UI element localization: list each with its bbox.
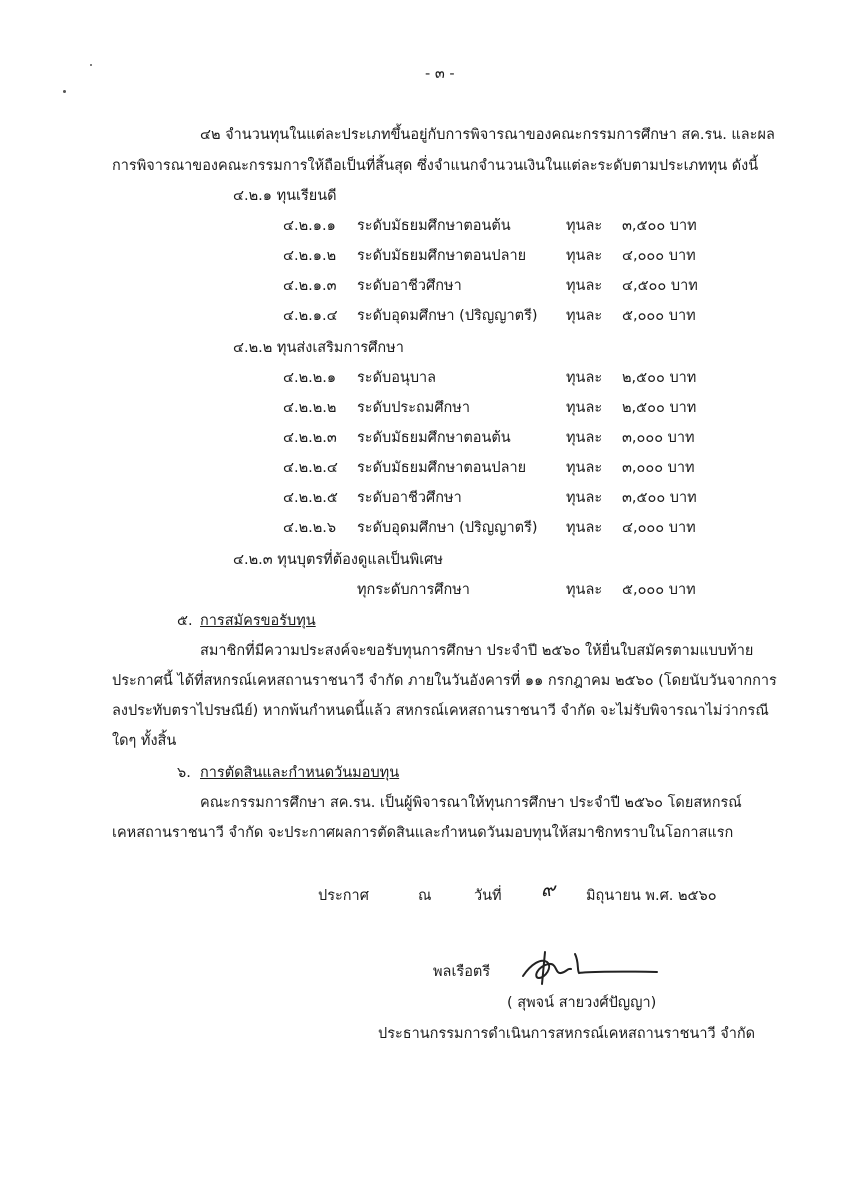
signatory-position: ประธานกรรมการดำเนินการสหกรณ์เคหสถานราชนาวี จำกัด bbox=[378, 1026, 756, 1042]
paragraph-line: เคหสถานราชนาวี จำกัด จะประกาศผลการตัดสินและกำหนดวันมอบทุนให้สมาชิกทราบในโอกาสแรก bbox=[112, 825, 734, 841]
section-number: ๕. bbox=[177, 613, 193, 629]
paragraph-line: สมาชิกที่มีความประสงค์จะขอรับทุนการศึกษา ประจำปี ๒๕๖๐ ให้ยื่นใบสมัครตามแบบท้าย bbox=[200, 643, 754, 659]
paragraph-line: ลงประทับตราไปรษณีย์) หากพ้นกำหนดนี้แล้ว สหกรณ์เคหสถานราชนาวี จำกัด จะไม่รับพิจารณาไม่ว่ากรณี bbox=[112, 703, 769, 719]
row-per: ทุนละ bbox=[566, 248, 603, 264]
row-level: ระดับอนุบาล bbox=[357, 370, 437, 386]
announce-label: ประกาศ bbox=[318, 888, 369, 904]
row-level: ทุกระดับการศึกษา bbox=[357, 582, 470, 598]
row-code: ๔.๒.๒.๕ bbox=[283, 490, 338, 506]
row-per: ทุนละ bbox=[566, 520, 603, 536]
page-number: - ๓ - bbox=[425, 66, 455, 82]
row-code: ๔.๒.๒.๑ bbox=[283, 370, 337, 386]
row-level: ระดับอุดมศึกษา (ปริญญาตรี) bbox=[357, 308, 538, 324]
intro-line-2: การพิจารณาของคณะกรรมการให้ถือเป็นที่สิ้นสุด ซึ่งจำแนกจำนวนเงินในแต่ละระดับตามประเภททุน ดังนี้ bbox=[112, 158, 759, 174]
row-level: ระดับอาชีวศึกษา bbox=[357, 490, 462, 506]
paragraph-line: ประกาศนี้ ได้ที่สหกรณ์เคหสถานราชนาวี จำกัด ภายในวันอังคารที่ ๑๑ กรกฎาคม ๒๕๖๐ (โดยนับวันจากการ bbox=[112, 673, 777, 689]
row-code: ๔.๒.๑.๓ bbox=[283, 278, 337, 294]
paragraph-line: คณะกรรมการศึกษา สค.รน. เป็นผู้พิจารณาให้ทุนการศึกษา ประจำปี ๒๕๖๐ โดยสหกรณ์ bbox=[200, 795, 742, 811]
scan-speck bbox=[90, 64, 92, 66]
row-amount: ๔,๐๐๐ บาท bbox=[622, 520, 696, 536]
announce-day-label: วันที่ bbox=[474, 888, 502, 904]
row-per: ทุนละ bbox=[566, 370, 603, 386]
row-level: ระดับมัธยมศึกษาตอนต้น bbox=[357, 218, 511, 234]
row-code: ๔.๒.๒.๓ bbox=[283, 430, 337, 446]
row-level: ระดับประถมศึกษา bbox=[357, 400, 470, 416]
row-amount: ๒,๕๐๐ บาท bbox=[622, 400, 697, 416]
row-level: ระดับมัธยมศึกษาตอนปลาย bbox=[357, 248, 527, 264]
row-level: ระดับอาชีวศึกษา bbox=[357, 278, 462, 294]
row-code: ๔.๒.๒.๒ bbox=[283, 400, 337, 416]
row-amount: ๓,๐๐๐ บาท bbox=[622, 430, 695, 446]
row-per: ทุนละ bbox=[566, 490, 603, 506]
row-amount: ๔,๕๐๐ บาท bbox=[622, 278, 698, 294]
group-heading: ๔.๒.๒ ทุนส่งเสริมการศึกษา bbox=[233, 340, 404, 356]
intro-line-1: ๔๒ จำนวนทุนในแต่ละประเภทขึ้นอยู่กับการพิจารณาของคณะกรรมการศึกษา สค.รน. และผล bbox=[200, 127, 775, 143]
row-per: ทุนละ bbox=[566, 218, 603, 234]
row-amount: ๓,๕๐๐ บาท bbox=[622, 490, 697, 506]
row-amount: ๕,๐๐๐ บาท bbox=[622, 582, 696, 598]
group-heading: ๔.๒.๑ ทุนเรียนดี bbox=[233, 188, 337, 204]
row-per: ทุนละ bbox=[566, 582, 603, 598]
handwritten-signature bbox=[515, 948, 665, 988]
announce-at: ณ bbox=[418, 888, 432, 904]
section-title: การสมัครขอรับทุน bbox=[200, 613, 316, 629]
row-amount: ๓,๐๐๐ บาท bbox=[622, 460, 695, 476]
row-per: ทุนละ bbox=[566, 278, 603, 294]
row-level: ระดับมัธยมศึกษาตอนต้น bbox=[357, 430, 511, 446]
row-amount: ๒,๕๐๐ บาท bbox=[622, 370, 697, 386]
row-per: ทุนละ bbox=[566, 460, 603, 476]
scan-speck bbox=[63, 90, 66, 93]
signatory-rank: พลเรือตรี bbox=[433, 964, 491, 980]
row-code: ๔.๒.๑.๒ bbox=[283, 248, 337, 264]
row-per: ทุนละ bbox=[566, 400, 603, 416]
row-code: ๔.๒.๑.๑ bbox=[283, 218, 336, 234]
section-title: การตัดสินและกำหนดวันมอบทุน bbox=[200, 765, 400, 781]
row-per: ทุนละ bbox=[566, 308, 603, 324]
row-amount: ๔,๐๐๐ บาท bbox=[622, 248, 696, 264]
paragraph-line: ใดๆ ทั้งสิ้น bbox=[112, 733, 177, 749]
row-per: ทุนละ bbox=[566, 430, 603, 446]
row-amount: ๕,๐๐๐ บาท bbox=[622, 308, 696, 324]
row-code: ๔.๒.๒.๖ bbox=[283, 520, 337, 536]
announce-month-year: มิถุนายน พ.ศ. ๒๕๖๐ bbox=[586, 888, 717, 904]
row-code: ๔.๒.๒.๔ bbox=[283, 460, 338, 476]
row-code: ๔.๒.๑.๔ bbox=[283, 308, 338, 324]
row-amount: ๓,๕๐๐ บาท bbox=[622, 218, 697, 234]
announce-day: ๙ bbox=[541, 879, 555, 901]
signatory-name: ( สุพจน์ สายวงศ์ปัญญา) bbox=[507, 995, 657, 1011]
group-heading: ๔.๒.๓ ทุนบุตรที่ต้องดูแลเป็นพิเศษ bbox=[233, 552, 443, 568]
section-number: ๖. bbox=[177, 765, 191, 781]
row-level: ระดับอุดมศึกษา (ปริญญาตรี) bbox=[357, 520, 538, 536]
row-level: ระดับมัธยมศึกษาตอนปลาย bbox=[357, 460, 527, 476]
